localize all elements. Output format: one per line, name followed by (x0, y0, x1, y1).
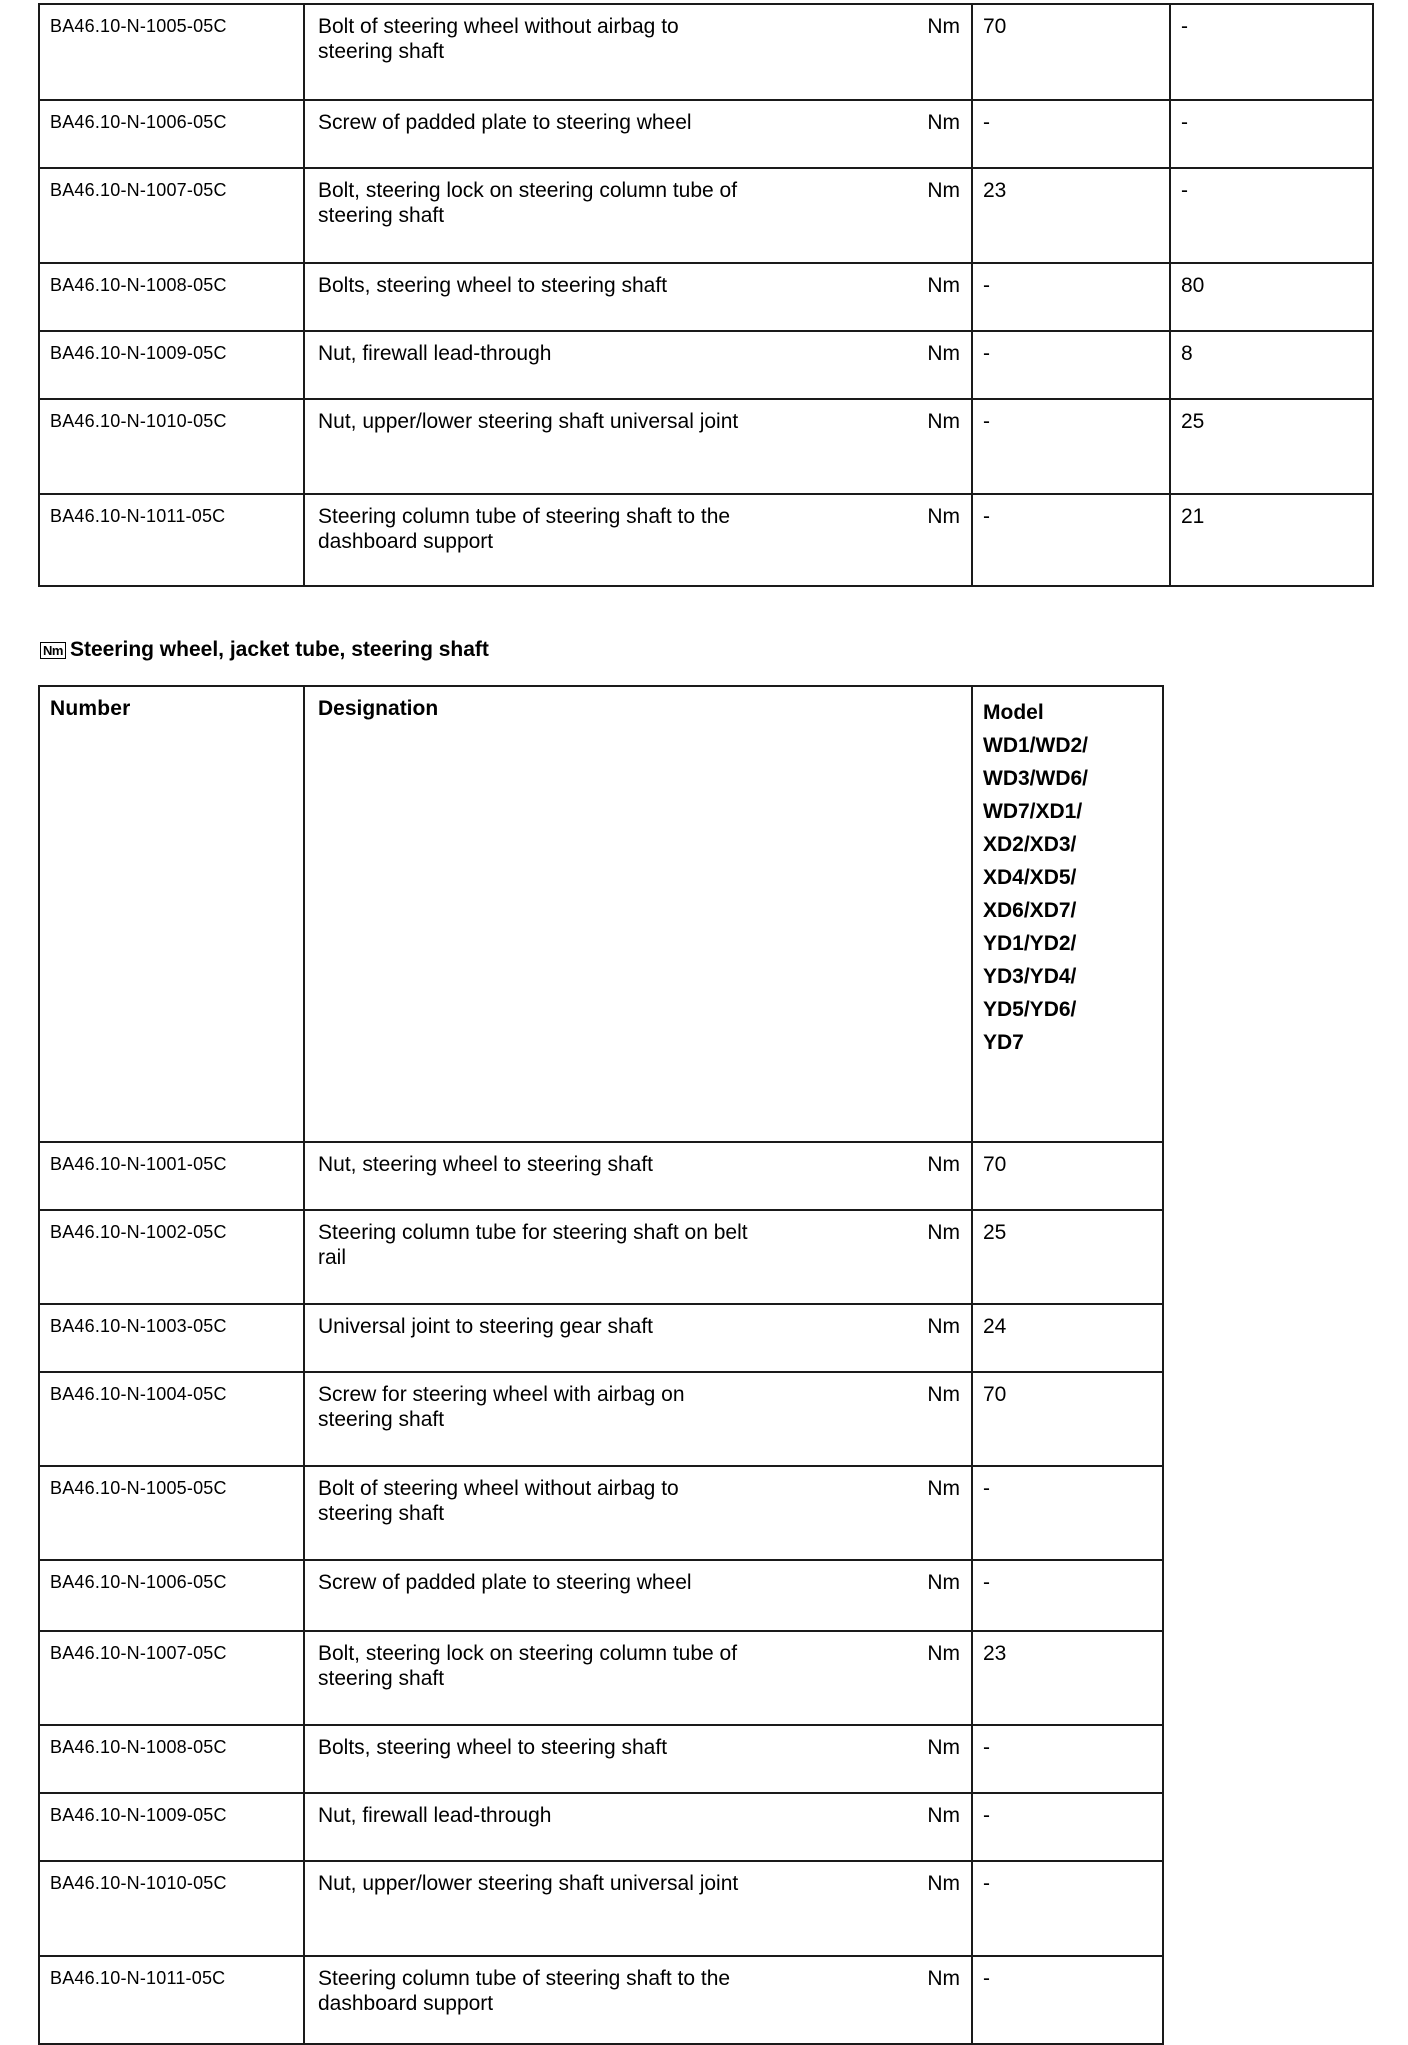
part-number: BA46.10-N-1010-05C (39, 399, 304, 494)
unit-label: Nm (927, 1804, 960, 1827)
designation-text: Steering column tube of steering shaft to the dashboard support (318, 1967, 731, 2015)
designation-text: Nut, firewall lead-through (318, 1804, 552, 1827)
part-number: BA46.10-N-1003-05C (39, 1304, 304, 1372)
table-row (39, 1793, 1163, 1861)
torque-value-2: 8 (1170, 331, 1373, 399)
designation-cell (304, 494, 972, 586)
section-title: Steering wheel, jacket tube, steering shaft (69, 638, 489, 661)
designation-text: Screw for steering wheel with airbag on steering shaft (318, 1383, 685, 1431)
model-line: WD1/WD2/ (983, 734, 1088, 757)
designation-cell (304, 1560, 972, 1631)
unit-label: Nm (927, 1872, 960, 1895)
part-number: BA46.10-N-1005-05C (39, 1466, 304, 1560)
part-number: BA46.10-N-1008-05C (39, 263, 304, 331)
part-number: BA46.10-N-1006-05C (39, 1560, 304, 1631)
unit-label: Nm (927, 1571, 960, 1594)
torque-value: - (972, 1861, 1163, 1956)
part-number: BA46.10-N-1007-05C (39, 168, 304, 263)
unit-label: Nm (927, 1967, 960, 1990)
table-row (39, 1210, 1163, 1304)
torque-value-1: 23 (972, 168, 1170, 263)
designation-text: Steering column tube for steering shaft on belt rail (318, 1221, 748, 1269)
torque-value: - (972, 1793, 1163, 1861)
unit-label: Nm (927, 410, 960, 433)
part-number: BA46.10-N-1009-05C (39, 1793, 304, 1861)
part-number: BA46.10-N-1011-05C (39, 1956, 304, 2044)
part-number: BA46.10-N-1007-05C (39, 1631, 304, 1725)
torque-table-continued (38, 3, 1374, 587)
table-header-row (39, 686, 1163, 1142)
torque-value-1: - (972, 100, 1170, 168)
designation-text: Bolt of steering wheel without airbag to steering shaft (318, 15, 679, 63)
designation-cell (304, 1861, 972, 1956)
designation-text: Bolt, steering lock on steering column tube of steering shaft (318, 1642, 738, 1690)
designation-text: Steering column tube of steering shaft to the dashboard support (318, 505, 731, 553)
model-line: WD7/XD1/ (983, 800, 1083, 823)
unit-label: Nm (927, 1315, 960, 1338)
part-number: BA46.10-N-1011-05C (39, 494, 304, 586)
table-row (39, 1466, 1163, 1560)
torque-value-1: - (972, 331, 1170, 399)
unit-label: Nm (927, 179, 960, 202)
unit-label: Nm (927, 1221, 960, 1244)
table-row (39, 1560, 1163, 1631)
torque-value-1: - (972, 263, 1170, 331)
torque-value: 24 (972, 1304, 1163, 1372)
designation-text: Nut, upper/lower steering shaft universal joint (318, 410, 739, 433)
designation-cell (304, 399, 972, 494)
table-row (39, 494, 1373, 586)
table-row (39, 263, 1373, 331)
model-label: Model (983, 701, 1044, 724)
table-row (39, 4, 1373, 100)
part-number: BA46.10-N-1005-05C (39, 4, 304, 100)
table-row (39, 1372, 1163, 1466)
designation-cell (304, 1210, 972, 1304)
header-designation: Designation (304, 686, 972, 1142)
designation-text: Bolts, steering wheel to steering shaft (318, 1736, 668, 1759)
table-row (39, 100, 1373, 168)
torque-value: 70 (972, 1372, 1163, 1466)
torque-value: 70 (972, 1142, 1163, 1210)
designation-cell (304, 100, 972, 168)
unit-label: Nm (927, 1153, 960, 1176)
unit-label: Nm (927, 1383, 960, 1406)
designation-text: Screw of padded plate to steering wheel (318, 1571, 692, 1594)
model-line: XD2/XD3/ (983, 833, 1077, 856)
designation-cell (304, 1466, 972, 1560)
table-row (39, 168, 1373, 263)
model-line: WD3/WD6/ (983, 767, 1088, 790)
designation-cell (304, 263, 972, 331)
torque-nm-icon: Nm (40, 642, 66, 659)
part-number: BA46.10-N-1001-05C (39, 1142, 304, 1210)
designation-cell (304, 4, 972, 100)
table-row (39, 1861, 1163, 1956)
torque-value-2: - (1170, 100, 1373, 168)
designation-cell (304, 1372, 972, 1466)
torque-value: - (972, 1466, 1163, 1560)
unit-label: Nm (927, 1477, 960, 1500)
torque-table-main (38, 685, 1164, 2045)
torque-value: 23 (972, 1631, 1163, 1725)
model-line: YD7 (983, 1031, 1024, 1054)
designation-text: Bolt of steering wheel without airbag to steering shaft (318, 1477, 679, 1525)
unit-label: Nm (927, 1736, 960, 1759)
table-row (39, 1725, 1163, 1793)
unit-label: Nm (927, 1642, 960, 1665)
model-line: XD4/XD5/ (983, 866, 1077, 889)
designation-text: Nut, upper/lower steering shaft universal joint (318, 1872, 739, 1895)
header-model (972, 686, 1163, 1142)
torque-value-2: - (1170, 168, 1373, 263)
designation-cell (304, 1304, 972, 1372)
part-number: BA46.10-N-1006-05C (39, 100, 304, 168)
table-row (39, 1142, 1163, 1210)
model-line: YD3/YD4/ (983, 965, 1077, 988)
unit-label: Nm (927, 342, 960, 365)
unit-label: Nm (927, 274, 960, 297)
designation-text: Nut, firewall lead-through (318, 342, 552, 365)
table-row (39, 1956, 1163, 2044)
designation-cell (304, 1631, 972, 1725)
part-number: BA46.10-N-1004-05C (39, 1372, 304, 1466)
table-row (39, 1631, 1163, 1725)
torque-value: 25 (972, 1210, 1163, 1304)
model-line: YD1/YD2/ (983, 932, 1077, 955)
torque-value-2: 80 (1170, 263, 1373, 331)
table-row (39, 1304, 1163, 1372)
unit-label: Nm (927, 15, 960, 38)
torque-value: - (972, 1560, 1163, 1631)
header-number: Number (39, 686, 304, 1142)
designation-text: Nut, steering wheel to steering shaft (318, 1153, 654, 1176)
torque-value-1: - (972, 399, 1170, 494)
model-line: YD5/YD6/ (983, 998, 1077, 1021)
model-line: XD6/XD7/ (983, 899, 1077, 922)
designation-text: Bolts, steering wheel to steering shaft (318, 274, 668, 297)
designation-text: Screw of padded plate to steering wheel (318, 111, 692, 134)
part-number: BA46.10-N-1009-05C (39, 331, 304, 399)
torque-value-2: 21 (1170, 494, 1373, 586)
torque-value-1: 70 (972, 4, 1170, 100)
designation-cell (304, 331, 972, 399)
part-number: BA46.10-N-1010-05C (39, 1861, 304, 1956)
table-row (39, 331, 1373, 399)
designation-cell (304, 1725, 972, 1793)
torque-value-1: - (972, 494, 1170, 586)
designation-text: Universal joint to steering gear shaft (318, 1315, 654, 1338)
designation-cell (304, 168, 972, 263)
part-number: BA46.10-N-1008-05C (39, 1725, 304, 1793)
unit-label: Nm (927, 505, 960, 528)
designation-cell (304, 1142, 972, 1210)
torque-value-2: 25 (1170, 399, 1373, 494)
torque-value: - (972, 1956, 1163, 2044)
table-row (39, 399, 1373, 494)
unit-label: Nm (927, 111, 960, 134)
designation-text: Bolt, steering lock on steering column tube of steering shaft (318, 179, 738, 227)
section-heading (40, 638, 489, 662)
torque-value: - (972, 1725, 1163, 1793)
torque-value-2: - (1170, 4, 1373, 100)
part-number: BA46.10-N-1002-05C (39, 1210, 304, 1304)
designation-cell (304, 1793, 972, 1861)
designation-cell (304, 1956, 972, 2044)
